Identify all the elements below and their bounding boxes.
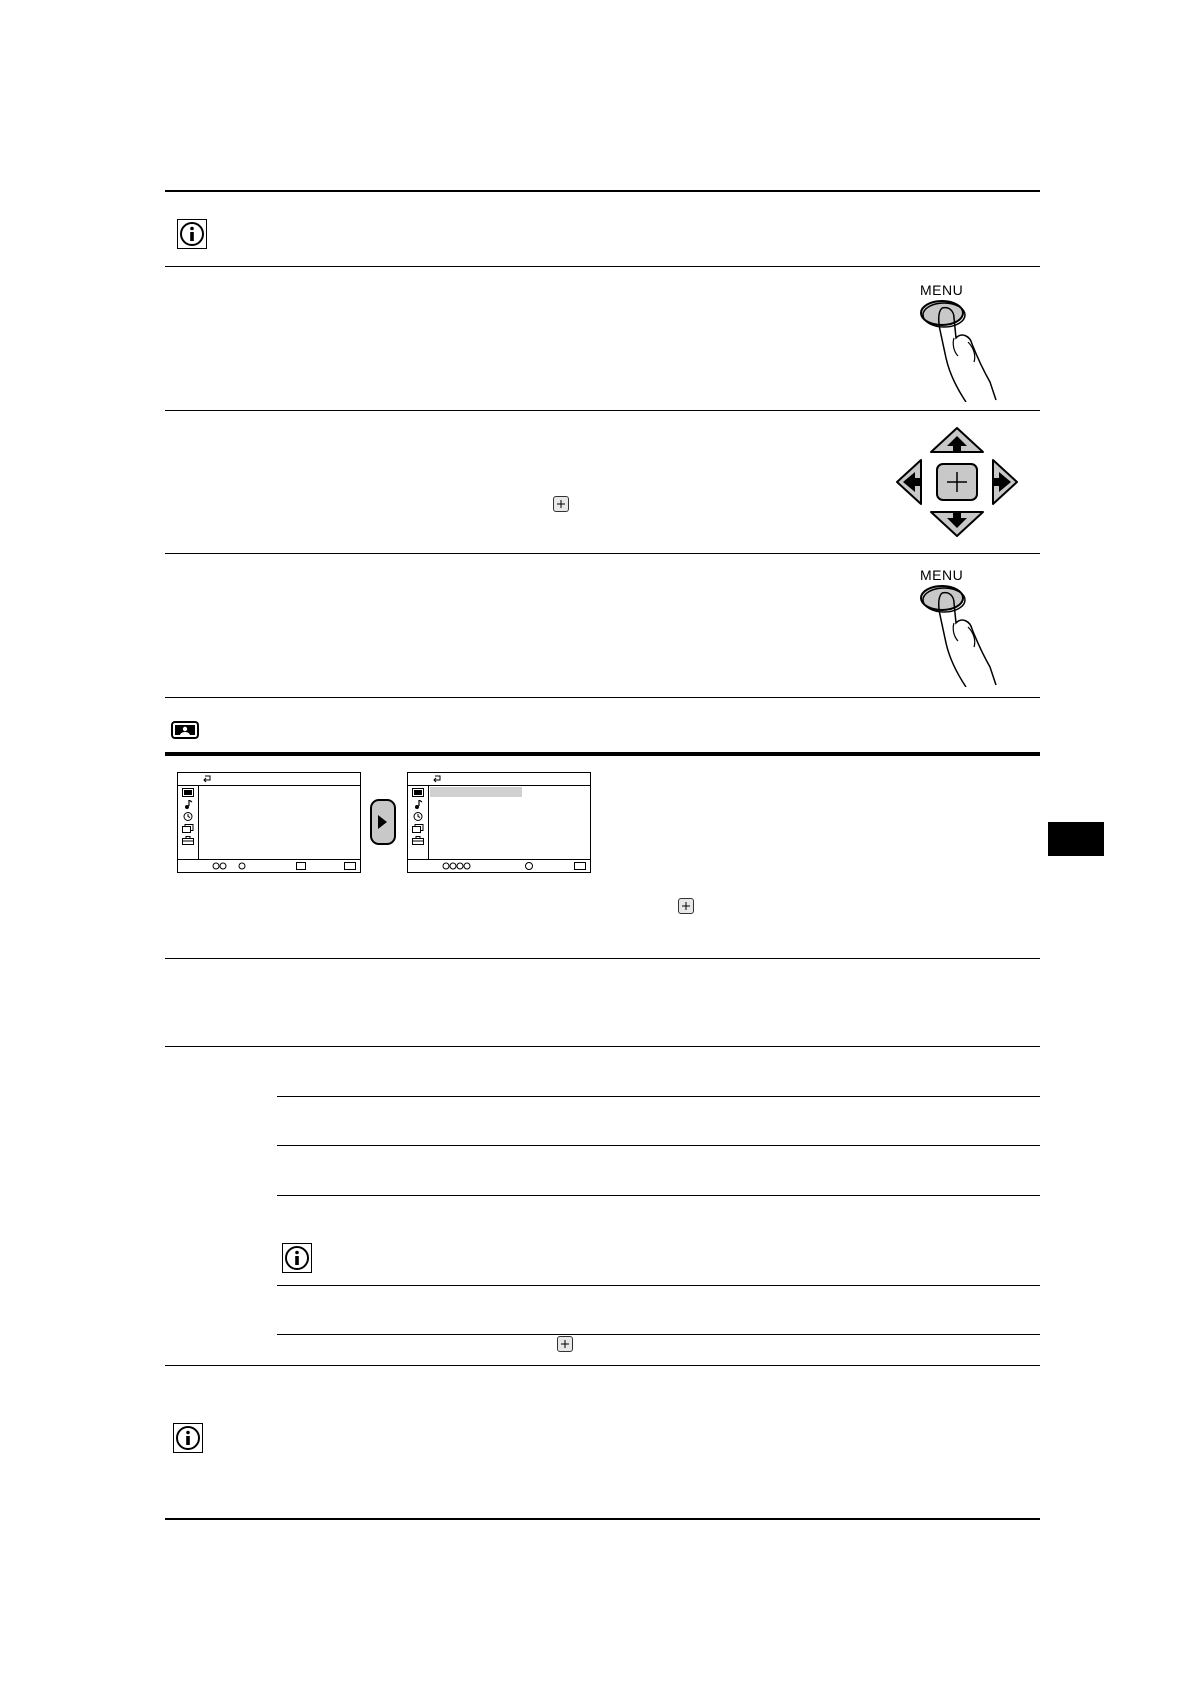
hand-pressing-icon [910, 298, 1010, 402]
divider-sub [277, 1195, 1040, 1196]
navigation-keys-icon [212, 862, 252, 870]
menu-button-label: MENU [920, 282, 964, 298]
hand-pressing-icon [910, 583, 1010, 687]
navigation-keys-icon [442, 862, 482, 870]
ok-key-icon [553, 496, 569, 512]
menu-screen-preview [177, 772, 361, 873]
divider-sub [277, 1096, 1040, 1097]
screen-help-bar [408, 859, 590, 872]
sound-icon [182, 800, 194, 809]
divider-bottom [165, 1518, 1040, 1520]
divider [165, 1046, 1040, 1047]
divider-section-heavy [165, 752, 1040, 756]
screen-title-bar [178, 773, 360, 786]
divider [165, 958, 1040, 959]
ok-key-icon [524, 862, 534, 870]
ok-key-icon [296, 862, 306, 870]
menu-key-icon [344, 862, 356, 870]
screen-menu-sidebar [408, 785, 429, 860]
ok-key-icon [678, 898, 694, 914]
divider [165, 553, 1040, 554]
features-icon [412, 824, 424, 833]
setup-icon [182, 836, 194, 845]
divider-sub [277, 1145, 1040, 1146]
menu-screen-preview-selected [407, 772, 591, 873]
menu-button-label: MENU [920, 567, 964, 583]
selected-item-highlight [430, 787, 522, 797]
screen-help-bar [178, 859, 360, 872]
screen-title-bar [408, 773, 590, 786]
screen-menu-sidebar [178, 785, 199, 860]
setup-icon [412, 836, 424, 845]
info-icon [173, 1423, 203, 1453]
chapter-tab [1048, 822, 1104, 856]
sound-icon [412, 800, 424, 809]
divider [165, 410, 1040, 411]
clock-icon [182, 812, 194, 821]
divider [165, 697, 1040, 698]
menu-key-icon [574, 862, 586, 870]
features-icon [182, 824, 194, 833]
divider [165, 266, 1040, 267]
picture-icon [182, 788, 194, 797]
info-icon [177, 219, 207, 249]
divider-sub [277, 1334, 1040, 1335]
picture-menu-icon [171, 721, 199, 739]
divider-top [165, 190, 1040, 192]
ok-key-icon [557, 1336, 573, 1352]
direction-pad-icon [893, 422, 1021, 542]
right-arrow-icon [370, 799, 396, 845]
divider [165, 1365, 1040, 1366]
return-icon [202, 774, 212, 784]
clock-icon [412, 812, 424, 821]
info-icon [282, 1243, 312, 1273]
return-icon [432, 774, 442, 784]
divider-sub [277, 1285, 1040, 1286]
picture-icon [412, 788, 424, 797]
